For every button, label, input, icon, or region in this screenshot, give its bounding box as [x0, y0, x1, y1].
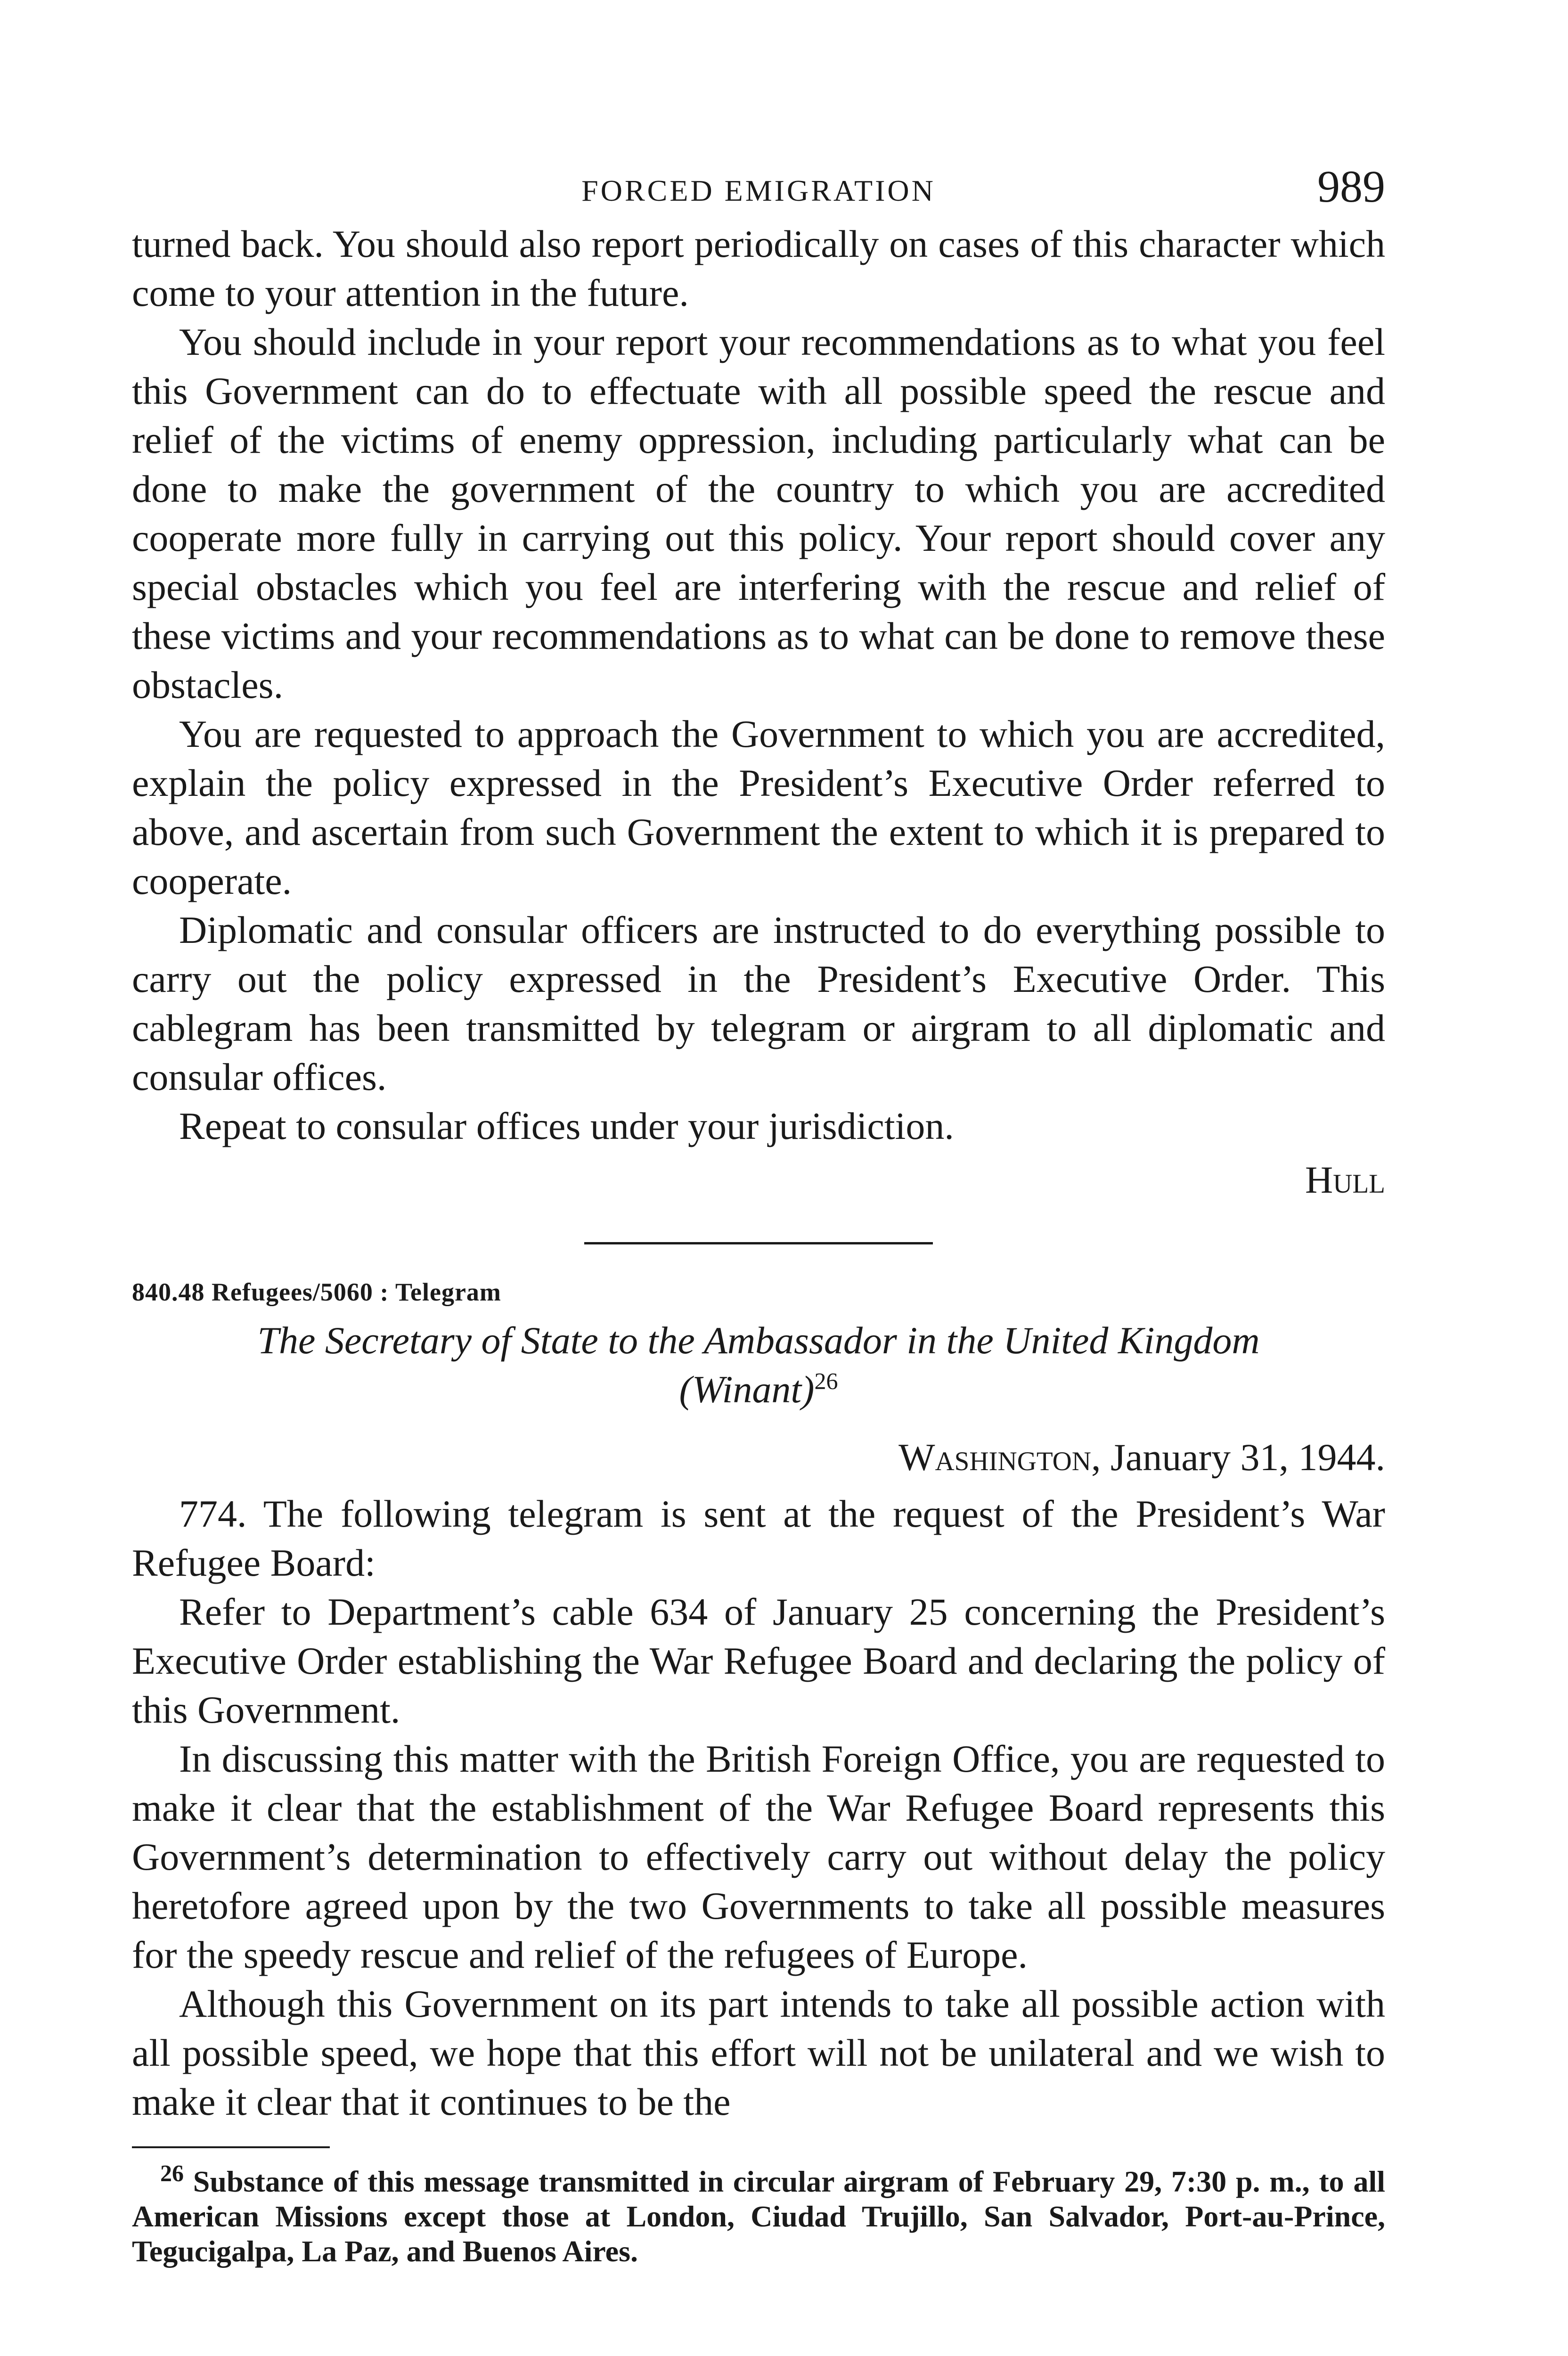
- signature: Hull: [1305, 1158, 1385, 1201]
- paragraph: In discussing this matter with the British Foreign Office, you are requested to make it clear that the establishment of the War Refugee Board represents this Government’s determination to effectively carry out without delay the policy heretofore agreed upon by the two Governments to take all possible measures for the speedy rescue and relief of the refugees of Europe.: [132, 1737, 1385, 1976]
- paragraph: 774. The following telegram is sent at the request of the President’s War Refugee Board:: [132, 1492, 1385, 1584]
- continued-letter: [132, 220, 1385, 1204]
- dateline: [132, 1433, 1385, 1482]
- telegram-body: [132, 1489, 1385, 2127]
- dateline-date: January 31, 1944.: [1110, 1436, 1385, 1479]
- paragraph: Refer to Department’s cable 634 of January 25 concerning the President’s Executive Order establishing the War Refugee Board and declaring the policy of this Government.: [132, 1590, 1385, 1731]
- document-heading: [132, 1316, 1385, 1414]
- footnote-rule: [132, 2146, 330, 2148]
- document-page: [132, 160, 1385, 2269]
- paragraph: You should include in your report your recommendations as to what you feel this Government can do to effectuate with all possible speed the rescue and relief of the victims of enemy oppression, including particularly what can be done to make the government of the country to which you are accredited cooperate more fully in carrying out this policy. Your report should cover any special obstacles which you feel are interfering with the rescue and relief of these victims and your recommendations as to what can be done to remove these obstacles.: [132, 320, 1385, 706]
- file-reference: 840.48 Refugees/5060 : Telegram: [132, 1278, 501, 1306]
- paragraph: Diplomatic and consular officers are instructed to do everything possible to carry out the policy expressed in the President’s Executive Order. This cablegram has been transmitted by telegram or airgram to all diplomatic and consular offices.: [132, 908, 1385, 1098]
- paragraph: You are requested to approach the Government to which you are accredited, explain the policy expressed in the President’s Executive Order referred to above, and ascertain from such Government the extent to which it is prepared to cooperate.: [132, 712, 1385, 902]
- page-number: 989: [1317, 161, 1385, 212]
- running-title: FORCED EMIGRATION: [581, 174, 936, 207]
- dateline-place: Washington,: [898, 1436, 1101, 1479]
- heading-line-1: The Secretary of State to the Ambassador in the United Kingdom: [257, 1319, 1260, 1362]
- running-header: [132, 160, 1385, 212]
- footnote-number: 26: [160, 2160, 184, 2186]
- paragraph: turned back. You should also report periodically on cases of this character which come to your attention in the future.: [132, 222, 1385, 314]
- heading-line-2: (Winant): [679, 1368, 815, 1411]
- paragraph: Repeat to consular offices under your jurisdiction.: [179, 1104, 954, 1147]
- footnote: [132, 2160, 1386, 2269]
- footnote-text: Substance of this message transmitted in circular airgram of February 29, 7:30 p. m., to all American Missions except those at London, Ciudad Trujillo, San Salvador, Port-au-Prince, Tegucigalpa, La Paz, and Buenos Aires.: [132, 2165, 1386, 2268]
- paragraph: Although this Government on its part intends to take all possible action with all possible speed, we hope that this effort will not be unilateral and we wish to make it clear that it continues to be the: [132, 1982, 1385, 2123]
- footnote-marker: 26: [814, 1367, 838, 1394]
- section-divider: [584, 1242, 933, 1244]
